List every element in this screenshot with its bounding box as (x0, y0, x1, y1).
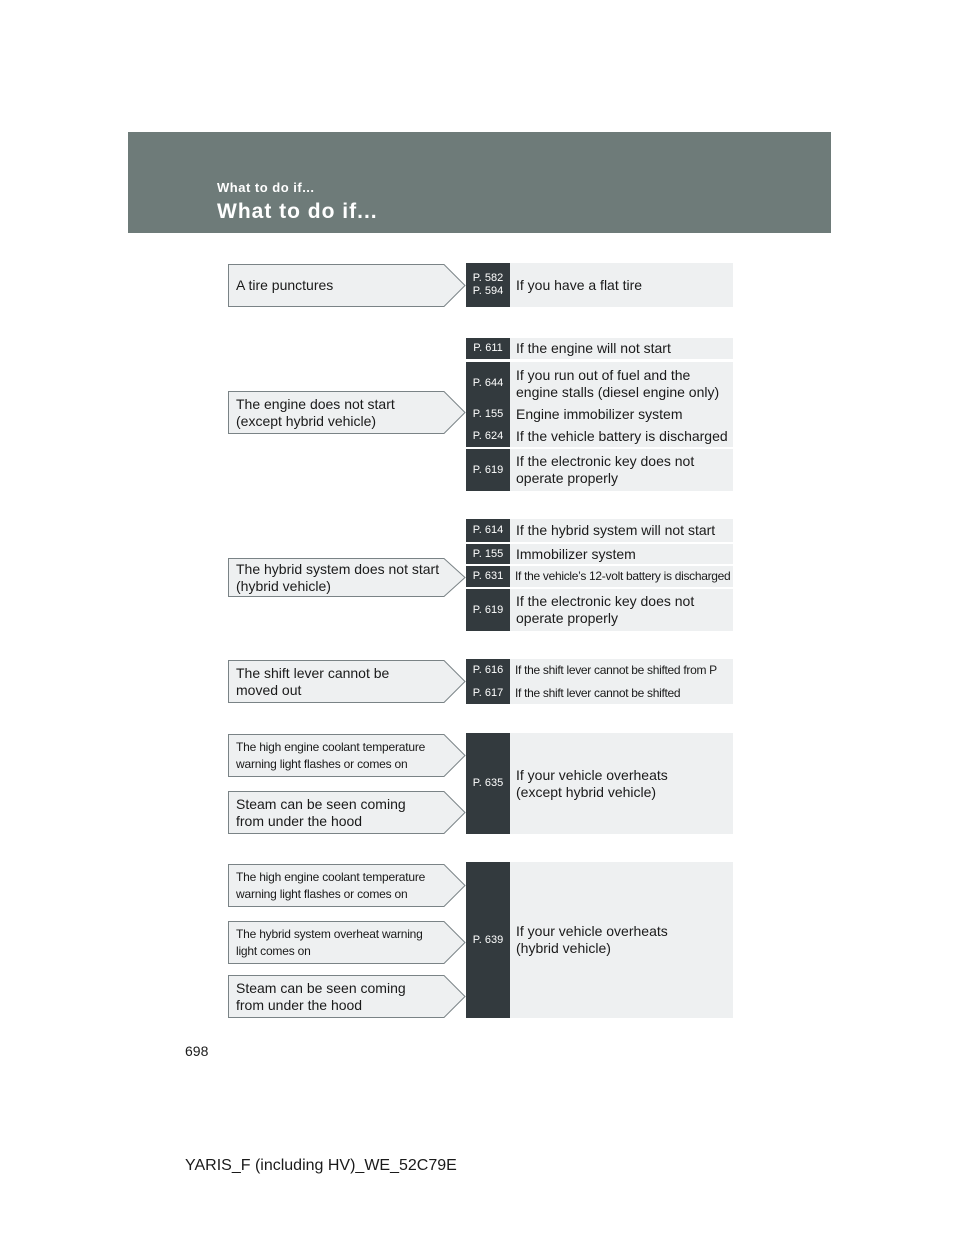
page-reference[interactable] (466, 449, 510, 491)
solution-row (466, 544, 733, 564)
solution-row (466, 733, 733, 834)
problem-box (228, 864, 466, 907)
problem-text: The engine does not start (except hybrid vehicle) (236, 395, 395, 429)
solution-text: If the hybrid system will not start (516, 522, 716, 538)
page-reference[interactable] (466, 682, 510, 704)
solution-row (466, 682, 733, 704)
solution-description (510, 362, 733, 405)
solution-row (466, 449, 733, 491)
solution-description (510, 589, 733, 631)
page-reference-label[interactable]: P. 614 (472, 524, 504, 536)
problem-label (236, 734, 440, 777)
section-header (128, 132, 831, 233)
problem-box (228, 921, 466, 964)
problem-box (228, 975, 466, 1018)
solution-description (510, 566, 733, 587)
solution-text: If you run out of fuel and the engine stalls (diesel engine only) (516, 366, 720, 400)
solution-text: If the shift lever cannot be shifted (515, 685, 681, 700)
solution-text: If the shift lever cannot be shifted from P (515, 663, 717, 677)
solution-text: If the vehicle’s 12-volt battery is discharged (515, 569, 731, 583)
solution-row (466, 862, 733, 1018)
problem-label (236, 391, 440, 434)
solution-row (466, 426, 733, 447)
page-reference-label[interactable]: P. 619 (472, 463, 504, 476)
problem-box (228, 264, 466, 307)
page-reference[interactable] (466, 263, 510, 307)
problem-label (236, 264, 440, 307)
problem-box (228, 660, 466, 703)
page-reference[interactable] (466, 566, 510, 587)
solution-description (510, 449, 733, 491)
solution-text: Immobilizer system (516, 545, 636, 562)
page-reference[interactable] (466, 659, 510, 682)
solution-description (510, 682, 733, 704)
problem-box (228, 391, 466, 434)
problem-text: Steam can be seen coming from under the hood (236, 795, 406, 829)
problem-label (236, 921, 440, 964)
page-reference-label[interactable]: P. 611 (473, 342, 503, 354)
solution-text: Engine immobilizer system (516, 406, 683, 422)
section-small-title: What to do if... (217, 180, 315, 195)
page-reference[interactable] (466, 362, 510, 405)
solution-text: If your vehicle overheats (except hybrid vehicle) (516, 766, 668, 800)
solution-row (466, 263, 733, 307)
solution-text: If the electronic key does not operate properly (516, 453, 695, 486)
page-reference[interactable] (466, 589, 510, 631)
page-reference-label[interactable]: P. 619 (472, 603, 504, 616)
problem-text: The hybrid system does not start (hybrid vehicle) (236, 560, 440, 594)
page-number: 698 (185, 1043, 209, 1059)
solution-row (466, 659, 733, 682)
problem-text: The high engine coolant temperature warning light flashes or comes on (236, 739, 426, 771)
page-reference[interactable] (466, 426, 510, 447)
solution-description (510, 338, 733, 359)
page-reference-label[interactable]: P. 594 (472, 285, 504, 297)
solution-row (466, 519, 733, 542)
page-reference-label[interactable]: P. 631 (472, 570, 504, 582)
page-reference-label[interactable]: P. 644 (472, 377, 504, 389)
page-reference[interactable] (466, 733, 510, 834)
page-reference-label[interactable]: P. 582 (472, 272, 504, 284)
solution-description (510, 263, 733, 307)
page-reference-label[interactable]: P. 617 (472, 686, 504, 699)
solution-row (466, 589, 733, 631)
solution-description (510, 403, 733, 426)
section-title: What to do if... (217, 200, 378, 223)
solution-description (510, 426, 733, 447)
solution-row (466, 362, 733, 405)
problem-text: Steam can be seen coming from under the hood (236, 979, 406, 1013)
page-reference[interactable] (466, 544, 510, 564)
problem-box (228, 791, 466, 834)
page-reference-label[interactable]: P. 616 (472, 664, 504, 676)
solution-row (466, 566, 733, 587)
solution-description (510, 733, 733, 834)
page-reference-label[interactable]: P. 639 (472, 933, 504, 946)
page-reference-label[interactable]: P. 635 (472, 777, 504, 789)
page-reference[interactable] (466, 519, 510, 542)
solution-text: If you have a flat tire (516, 276, 643, 293)
problem-text: The high engine coolant temperature warning light flashes or comes on (236, 869, 426, 901)
problem-box (228, 734, 466, 777)
page-reference[interactable] (466, 403, 510, 426)
page-reference-label[interactable]: P. 624 (472, 430, 504, 442)
solution-text: If your vehicle overheats (hybrid vehicle) (516, 923, 668, 956)
problem-text: The shift lever cannot be moved out (236, 664, 390, 698)
problem-box (228, 558, 466, 597)
problem-label (236, 660, 440, 703)
problem-label (236, 791, 440, 834)
problem-text: A tire punctures (236, 277, 334, 293)
problem-label (236, 558, 440, 597)
solution-text: If the engine will not start (516, 340, 671, 356)
page-reference-label[interactable]: P. 155 (472, 408, 504, 420)
solution-text: If the vehicle battery is discharged (516, 428, 728, 444)
problem-label (236, 975, 440, 1018)
solution-description (510, 519, 733, 542)
solution-text: If the electronic key does not operate properly (516, 593, 695, 626)
page-reference-label[interactable]: P. 155 (472, 547, 504, 560)
solution-row (466, 403, 733, 426)
solution-description (510, 659, 733, 682)
solution-description (510, 862, 733, 1018)
page-reference[interactable] (466, 338, 510, 359)
problem-label (236, 864, 440, 907)
page-reference[interactable] (466, 862, 510, 1018)
problem-text: The hybrid system overheat warning light comes on (236, 926, 423, 958)
solution-description (510, 544, 733, 564)
solution-row (466, 338, 733, 359)
footer-code: YARIS_F (including HV)_WE_52C79E (185, 1157, 457, 1174)
